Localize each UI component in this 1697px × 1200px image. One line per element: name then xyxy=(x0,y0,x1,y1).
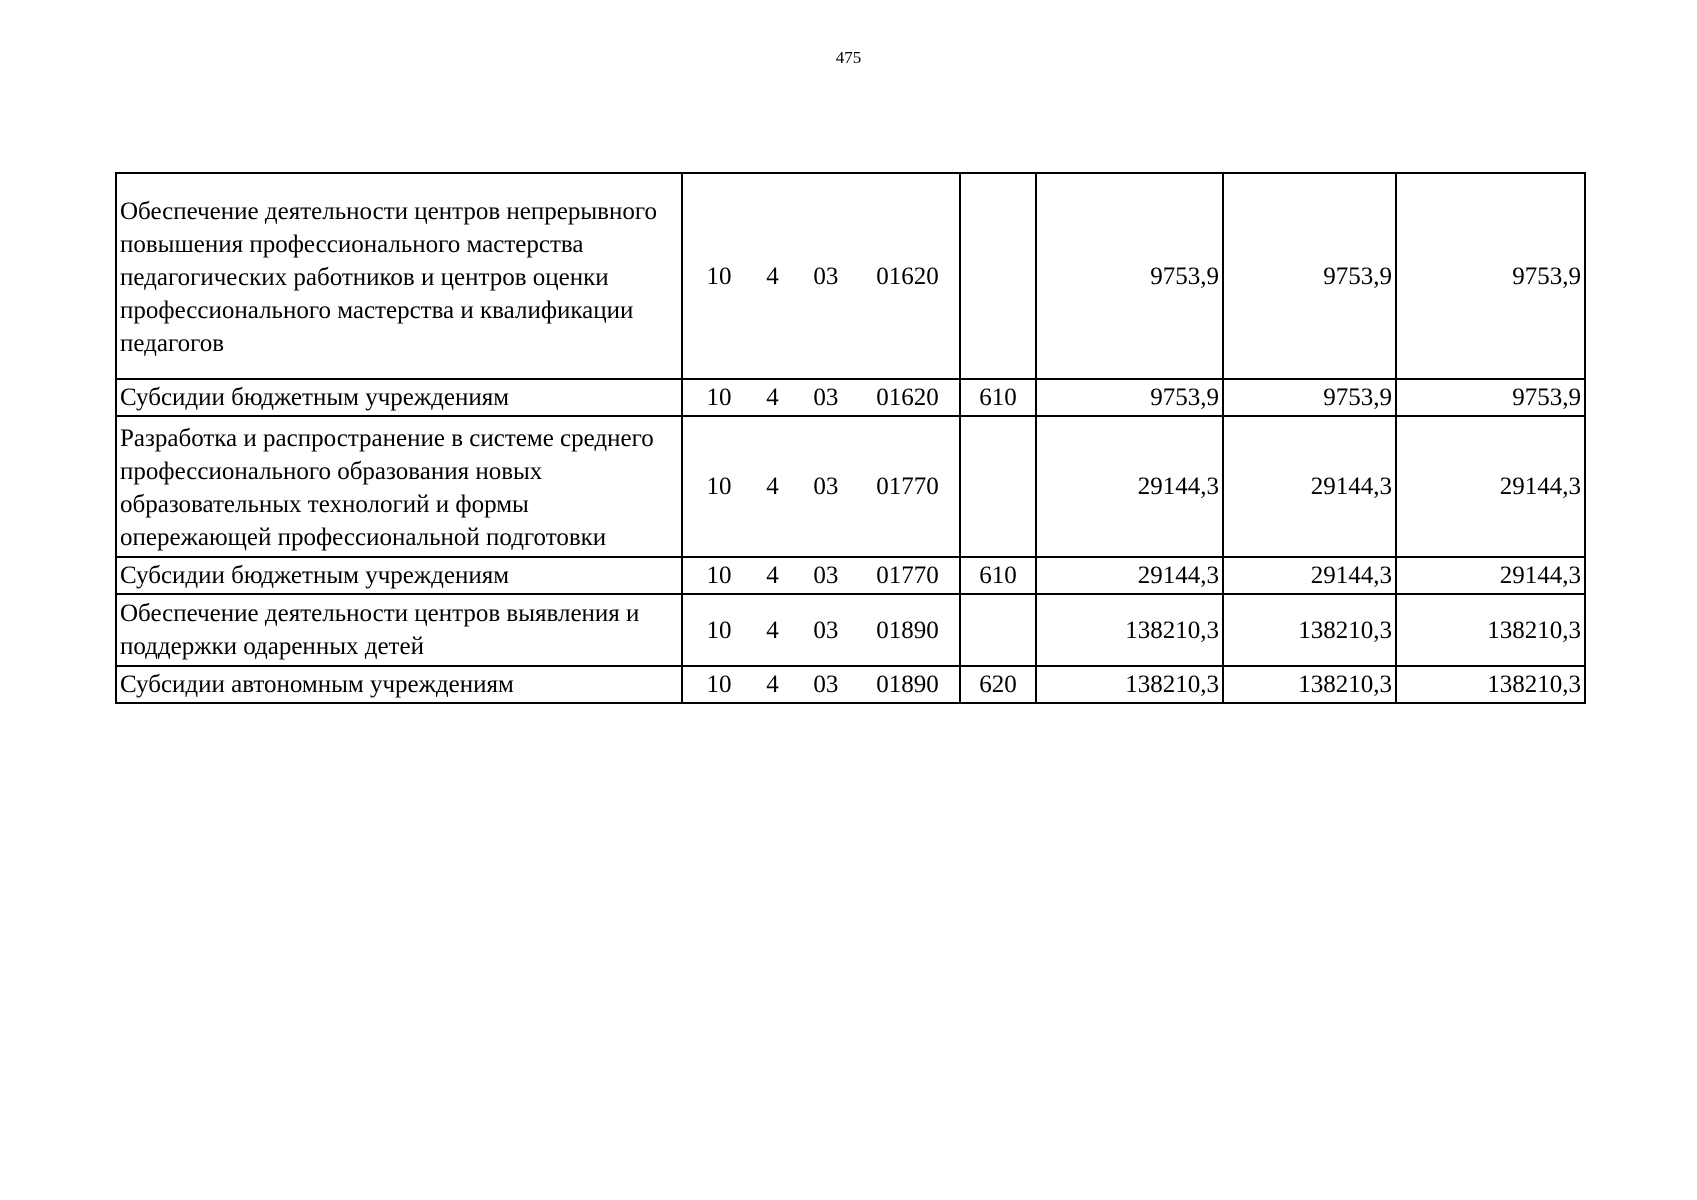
sum-year3-cell: 138210,3 xyxy=(1396,666,1585,703)
code-cell xyxy=(682,173,960,379)
vr-cell: 610 xyxy=(960,557,1036,594)
row-name-cell: Субсидии бюджетным учреждениям xyxy=(116,379,682,416)
table-row xyxy=(116,379,1585,416)
rz-code: 10 xyxy=(706,616,732,644)
rz-code: 10 xyxy=(706,671,732,698)
table-row xyxy=(116,173,1585,379)
sub-code: 03 xyxy=(813,562,839,589)
code-cell xyxy=(682,666,960,703)
csr-code: 01620 xyxy=(876,262,939,290)
vr-cell xyxy=(960,173,1036,379)
sum-year3-cell: 29144,3 xyxy=(1396,557,1585,594)
pr-code: 4 xyxy=(766,384,779,411)
sum-year2-cell: 29144,3 xyxy=(1223,416,1396,557)
budget-table xyxy=(115,172,1586,704)
row-name-cell: Субсидии бюджетным учреждениям xyxy=(116,557,682,594)
sum-year2-cell: 9753,9 xyxy=(1223,173,1396,379)
csr-code: 01770 xyxy=(876,562,939,589)
sum-year1-cell: 29144,3 xyxy=(1036,557,1223,594)
sum-year3-cell: 138210,3 xyxy=(1396,594,1585,666)
sum-year2-cell: 138210,3 xyxy=(1223,666,1396,703)
page-number: 475 xyxy=(835,48,862,67)
csr-code: 01620 xyxy=(876,384,939,411)
sum-year1-cell: 29144,3 xyxy=(1036,416,1223,557)
rz-code: 10 xyxy=(706,384,732,411)
sum-year2-cell: 138210,3 xyxy=(1223,594,1396,666)
vr-cell: 610 xyxy=(960,379,1036,416)
table-row xyxy=(116,416,1585,557)
sum-year1-cell: 9753,9 xyxy=(1036,379,1223,416)
code-cell xyxy=(682,379,960,416)
sum-year3-cell: 29144,3 xyxy=(1396,416,1585,557)
pr-code: 4 xyxy=(766,262,779,290)
code-cell xyxy=(682,416,960,557)
pr-code: 4 xyxy=(766,671,779,698)
sub-code: 03 xyxy=(813,616,839,644)
table-row xyxy=(116,666,1585,703)
vr-cell xyxy=(960,416,1036,557)
row-name-cell: Обеспечение деятельности центров непрерывного повышения профессионального мастерства педагогических работников и центров оценки профессионального мастерства и квалификации педагогов xyxy=(116,173,682,379)
pr-code: 4 xyxy=(766,473,779,500)
table-row xyxy=(116,557,1585,594)
table-row xyxy=(116,594,1585,666)
sum-year1-cell: 138210,3 xyxy=(1036,666,1223,703)
pr-code: 4 xyxy=(766,616,779,644)
vr-cell xyxy=(960,594,1036,666)
rz-code: 10 xyxy=(706,473,732,500)
row-name-cell: Обеспечение деятельности центров выявления и поддержки одаренных детей xyxy=(116,594,682,666)
vr-cell: 620 xyxy=(960,666,1036,703)
pr-code: 4 xyxy=(766,562,779,589)
sub-code: 03 xyxy=(813,671,839,698)
csr-code: 01890 xyxy=(876,671,939,698)
row-name-cell: Субсидии автономным учреждениям xyxy=(116,666,682,703)
sum-year3-cell: 9753,9 xyxy=(1396,173,1585,379)
sum-year3-cell: 9753,9 xyxy=(1396,379,1585,416)
sum-year2-cell: 29144,3 xyxy=(1223,557,1396,594)
sub-code: 03 xyxy=(813,262,839,290)
code-cell xyxy=(682,594,960,666)
row-name-cell: Разработка и распространение в системе среднего профессионального образования новых образовательных технологий и формы опережающей профессиональной подготовки xyxy=(116,416,682,557)
sum-year1-cell: 138210,3 xyxy=(1036,594,1223,666)
csr-code: 01890 xyxy=(876,616,939,644)
rz-code: 10 xyxy=(706,262,732,290)
csr-code: 01770 xyxy=(876,473,939,500)
sub-code: 03 xyxy=(813,473,839,500)
code-cell xyxy=(682,557,960,594)
rz-code: 10 xyxy=(706,562,732,589)
sub-code: 03 xyxy=(813,384,839,411)
sum-year1-cell: 9753,9 xyxy=(1036,173,1223,379)
sum-year2-cell: 9753,9 xyxy=(1223,379,1396,416)
